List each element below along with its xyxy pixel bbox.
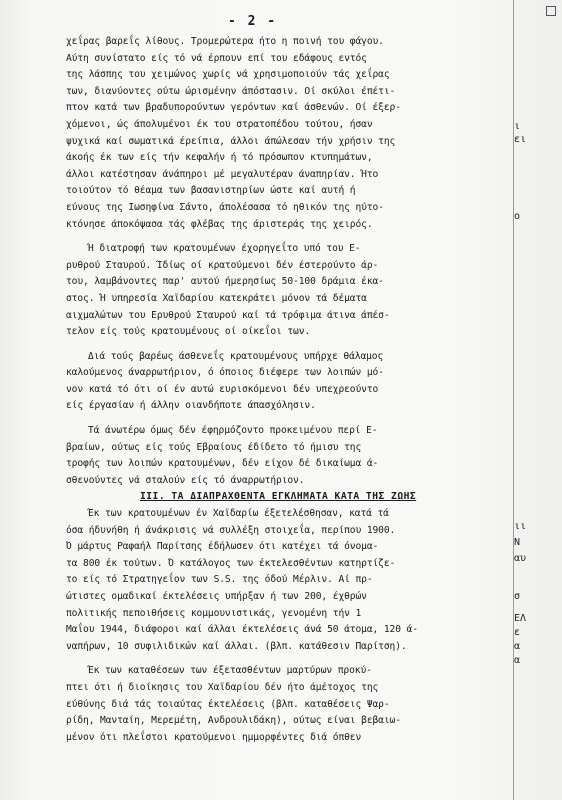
text-line: το είς τό Στρατηγεΐον των S.S. της όδού Μέρλιν. Αί πρ- xyxy=(66,574,373,586)
text-line: τα 800 έκ τούτων. Ό κατάλογος των έκτελεσθέντων κατηρτίζε- xyxy=(66,557,396,569)
text-line: του, λαμβάνοντες παρ' αυτού ήμερησίως 50-100 δράμια έκα- xyxy=(66,276,384,288)
margin-note: ε xyxy=(514,627,521,638)
text-line: πτον κατά των βραδυπορούντων γερόντων καί άσθενών. Οί έξερ- xyxy=(66,102,401,114)
paragraph-gap xyxy=(66,655,511,663)
text-line: τελον είς τούς κρατουμένους οί οίκεΐοι των. xyxy=(66,326,311,338)
text-line: μένον ότι πλεΐστοι κρατούμενοι ημμορφέντες διά όπθεν xyxy=(66,731,362,743)
text-line: καλούμενος άναρρωτήριον, ό όποιος διέφερε των λοιπών μό- xyxy=(66,367,384,379)
page-number: - 2 - xyxy=(228,14,278,29)
text-line: Ό μάρτυς Ραφαήλ Παρίτσης έδήλωσεν ότι κατέχει τά όνομα- xyxy=(66,541,379,553)
text-line: Τά άνωτέρω όμως δέν έφηρμόζοντο προκειμένου περί Ε- xyxy=(88,425,378,437)
margin-note: ΕΛ xyxy=(514,613,527,624)
section-heading: ΙΙΙ. ΤΑ ΔΙΑΠΡΑΧΘΕΝΤΑ ΕΓΚΛΗΜΑΤΑ ΚΑΤΑ ΤΗΣ ΖΩΗΣ xyxy=(140,491,417,503)
text-line: άκοής έκ των είς τήν κεφαλήν ή τό πρόσωπον κτυπημάτων, xyxy=(66,152,373,164)
text-line: Ή διατροφή των κρατουμένων έχορηγεΐτο υπό του Ε- xyxy=(88,243,361,255)
text-line: στος. Ή υπηρεσία Χαϊδαρίου κατεκράτει μόνον τά δέματα xyxy=(66,292,367,304)
margin-note: ι xyxy=(514,121,521,132)
text-line: τροφής των λοιπών κρατουμένων, δέν είχον δέ δικαίωμα ά- xyxy=(66,458,379,470)
paragraph-gap xyxy=(66,341,511,349)
text-line: κτόνησε άποκόψασα τάς φλέβας της άριστεράς της χειρός. xyxy=(66,218,373,230)
text-line: χεΐρας βαρεΐς λίθους. Τρομερώτερα ήτο η ποινή του φάγου. xyxy=(66,36,384,47)
text-line: Μαΐου 1944, διάφοροι καί άλλαι έκτελέσεις άνά 50 άτομα, 120 ά- xyxy=(66,624,418,636)
margin-note: σ xyxy=(514,591,521,602)
text-line: εύνους της Ιωσηφίνα Σάντο, άπολέσασα τό ηθικόν της ηύτο- xyxy=(66,201,384,213)
text-line: Έκ των καταθέσεων των έξετασθέντων μαρτύρων προκύ- xyxy=(88,665,372,677)
margin-note: αυ xyxy=(514,553,527,564)
text-line: Αύτη συνίστατο είς τό νά έρπουν επί του εδάφους εντός xyxy=(66,52,367,64)
paragraph-gap xyxy=(66,415,511,423)
paragraph-gap xyxy=(66,233,511,241)
text-line: Διά τούς βαρέως άσθενεΐς κρατουμένους υπήρχε θάλαμος xyxy=(88,350,384,362)
text-line: εύθύνης διά τάς τοιαύτας έκτελέσεις (βλπ. καταθέσεις Ψαρ- xyxy=(66,698,390,710)
text-line: βραίων, ούτως είς τούς Εβραίους έδίδετο τό ήμισυ της xyxy=(66,441,362,453)
margin-note: ιι xyxy=(514,521,527,532)
text-line: ώτιστες ομαδικαί έκτελέσεις υπήρξαν ή των 200, έχθρών xyxy=(66,591,367,602)
text-line: όσα ήδυνήθη ή άνάκρισις νά συλλέξη στοιχεΐα, περίπου 1900. xyxy=(66,524,396,536)
text-line: των, διανύοντες ούτω ώρισμένην άπόστασιν. Οί σκύλοι έπέτι- xyxy=(66,85,396,97)
text-line: νον κατά τό ότι οί έν αυτώ ευρισκόμενοι δέν υπεχρεούντο xyxy=(66,383,379,395)
margin-note: α xyxy=(514,655,521,666)
text-line: ναπήρων, 10 συφιλιδικών καί άλλαι. (βλπ. κατάθεσιν Παρίτση). xyxy=(66,640,407,652)
text-line: αιχμαλώτων του Ερυθρού Σταυρού καί τά τρόφιμα άτινα άπέσ- xyxy=(66,309,390,321)
text-line: ρυθρού Σταυρού. Ίδίως οί κρατούμενοι δέν έστερούντο άρ- xyxy=(66,259,379,271)
text-line: τοιούτον τό θέαμα των βασανιστηρίων ώστε καί αυτή ή xyxy=(66,185,356,197)
text-line: Έκ των κρατουμένων έν Χαϊδαρίω έξετελέσθησαν, κατά τά xyxy=(88,508,389,520)
typed-text-body xyxy=(66,34,511,746)
text-line: σθενούντες νά σταλούν είς τό άναρρωτήριον. xyxy=(66,474,305,486)
margin-note: α xyxy=(514,641,521,652)
corner-mark xyxy=(546,6,556,16)
margin-note: ει xyxy=(514,134,527,145)
text-line: πτει ότι ή διοίκησις του Χαϊδαρίου δέν ήτο άμέτοχος της xyxy=(66,681,379,693)
text-line: άλλοι κατέστησαν άνάπηροι μέ μεγαλυτέραν άναπηρίαν. Ήτο xyxy=(66,168,379,180)
text-line: ρίδη, Μανταίη, Μερεμέτη, Ανδρουλιδάκη), ούτως είναι βεβαιω- xyxy=(66,715,401,727)
text-line: ψυχικά καί σωματικά έρείπια, άλλοι άπώλεσαν τήν χρήσιν της xyxy=(66,135,396,147)
margin-note: Ν xyxy=(514,537,521,548)
text-line: χόμενοι, ώς άπολυμένοι έκ του στρατοπέδου τούτου, ήσαν xyxy=(66,118,373,130)
text-line: πολιτικής πεποιθήσεις κομμουνιστικάς, γενομένη τήν 1 xyxy=(66,607,362,619)
text-line: της λάσπης του χειμώνος χωρίς νά χρησιμοποιούν τάς χεΐρας xyxy=(66,69,390,81)
margin-note: ο xyxy=(514,211,521,222)
text-line: είς έργασίαν ή άλλην οιανδήποτε άπασχόλησιν. xyxy=(66,400,316,412)
